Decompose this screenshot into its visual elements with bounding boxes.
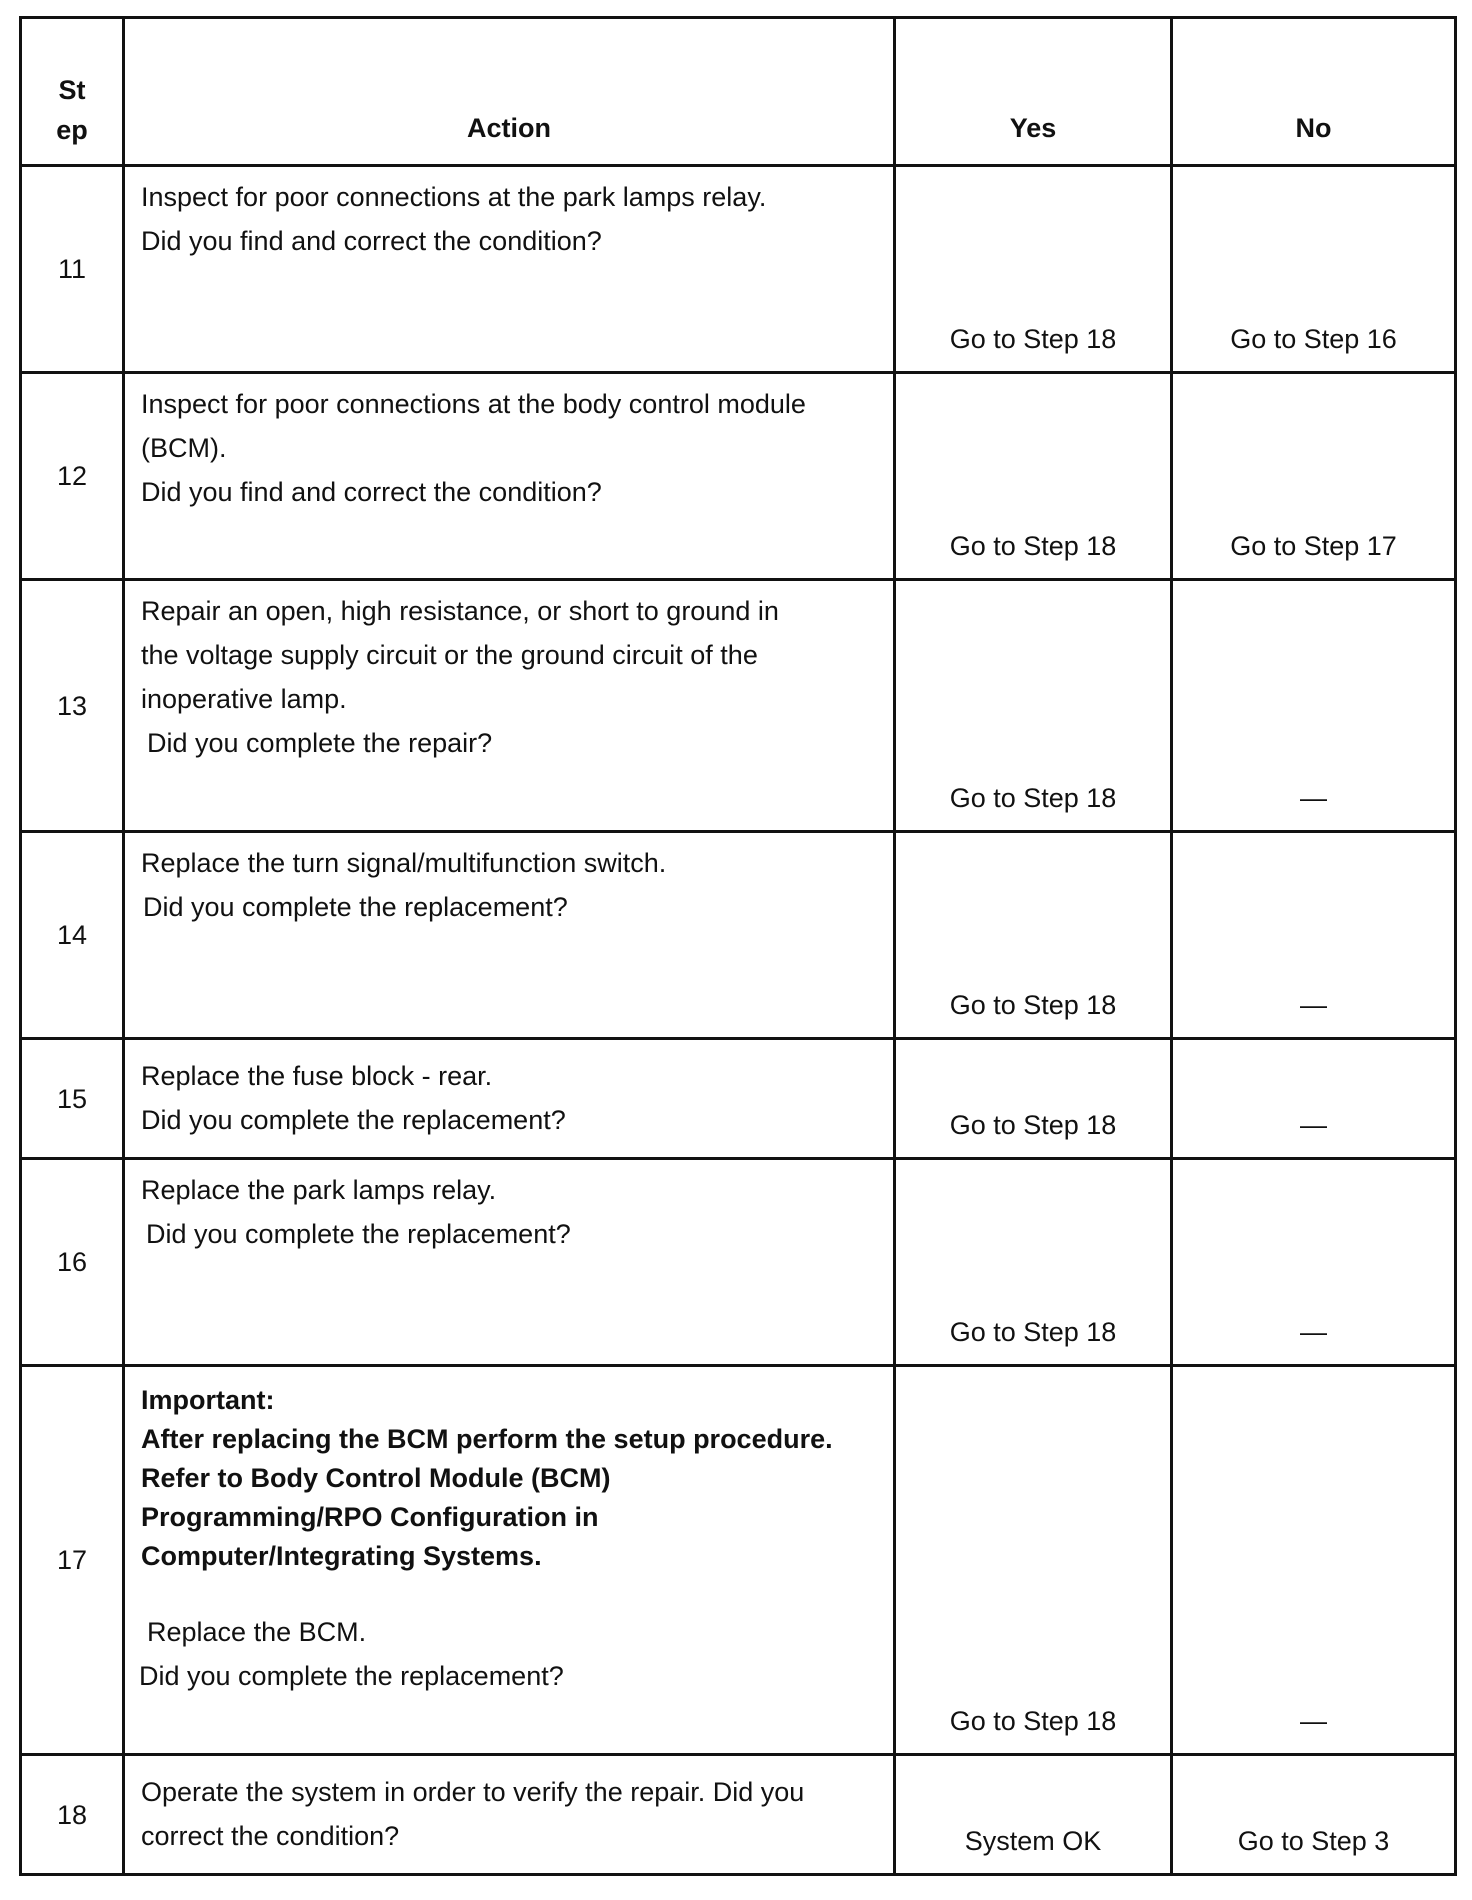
table-row: [21, 373, 1456, 580]
no-cell: Go to Step 16: [1172, 166, 1456, 373]
no-cell: —: [1172, 832, 1456, 1039]
important-note: [141, 1381, 881, 1576]
no-cell: Go to Step 3: [1172, 1755, 1456, 1875]
question-text: Did you complete the repair?: [147, 728, 493, 758]
important-text: Refer to Body Control Module (BCM): [141, 1463, 611, 1493]
header-step: [21, 18, 124, 166]
yes-cell: System OK: [895, 1755, 1172, 1875]
yes-cell: Go to Step 18: [895, 1039, 1172, 1159]
table-row: [21, 1039, 1456, 1159]
action-cell: [124, 1366, 895, 1755]
yes-cell: Go to Step 18: [895, 832, 1172, 1039]
action-text: (BCM).: [141, 433, 227, 463]
action-cell: [124, 166, 895, 373]
action-text: Replace the fuse block - rear.: [141, 1061, 493, 1091]
action-text: Replace the park lamps relay.: [141, 1175, 497, 1205]
step-number: 12: [21, 373, 124, 580]
action-cell: [124, 1755, 895, 1875]
action-text: Operate the system in order to verify the repair. Did you: [141, 1777, 805, 1807]
action-text: Replace the turn signal/multifunction switch.: [141, 848, 667, 878]
action-cell: [124, 373, 895, 580]
step-number: 11: [21, 166, 124, 373]
step-number: 13: [21, 580, 124, 832]
header-step-line2: ep: [56, 115, 88, 145]
question-text: Did you find and correct the condition?: [141, 226, 602, 256]
action-text: Replace the BCM.: [147, 1617, 367, 1647]
action-text: the voltage supply circuit or the ground circuit of the: [141, 640, 758, 670]
step-number: 17: [21, 1366, 124, 1755]
question-text: Did you complete the replacement?: [139, 1661, 564, 1691]
table-row: [21, 832, 1456, 1039]
action-text: correct the condition?: [141, 1821, 400, 1851]
important-text: Computer/Integrating Systems.: [141, 1541, 542, 1571]
action-cell: [124, 1159, 895, 1366]
table-row: [21, 1159, 1456, 1366]
no-cell: —: [1172, 580, 1456, 832]
yes-cell: Go to Step 18: [895, 1366, 1172, 1755]
no-cell: —: [1172, 1159, 1456, 1366]
step-number: 14: [21, 832, 124, 1039]
important-text: After replacing the BCM perform the setup procedure.: [141, 1424, 833, 1454]
action-text: Repair an open, high resistance, or short to ground in: [141, 596, 779, 626]
action-cell: [124, 1039, 895, 1159]
no-cell: —: [1172, 1366, 1456, 1755]
table-row: [21, 1366, 1456, 1755]
step-number: 16: [21, 1159, 124, 1366]
question-text: Did you complete the replacement?: [143, 892, 568, 922]
header-yes: Yes: [895, 18, 1172, 166]
yes-cell: Go to Step 18: [895, 166, 1172, 373]
table-row: [21, 166, 1456, 373]
question-text: Did you find and correct the condition?: [141, 477, 602, 507]
important-text: Programming/RPO Configuration in: [141, 1502, 599, 1532]
header-step-line1: St: [58, 75, 86, 105]
step-number: 18: [21, 1755, 124, 1875]
step-number: 15: [21, 1039, 124, 1159]
question-text: Did you complete the replacement?: [146, 1219, 571, 1249]
action-text: Inspect for poor connections at the park lamps relay.: [141, 182, 767, 212]
action-text: inoperative lamp.: [141, 684, 347, 714]
table-header-row: [21, 18, 1456, 166]
question-text: Did you complete the replacement?: [141, 1105, 566, 1135]
no-cell: Go to Step 17: [1172, 373, 1456, 580]
action-cell: [124, 580, 895, 832]
yes-cell: Go to Step 18: [895, 1159, 1172, 1366]
important-label: Important:: [141, 1385, 275, 1415]
header-no: No: [1172, 18, 1456, 166]
table-row: [21, 1755, 1456, 1875]
diagnostic-steps-table: [19, 16, 1457, 1876]
action-text: Inspect for poor connections at the body control module: [141, 389, 806, 419]
no-cell: —: [1172, 1039, 1456, 1159]
action-cell: [124, 832, 895, 1039]
header-action: Action: [124, 18, 895, 166]
table-row: [21, 580, 1456, 832]
yes-cell: Go to Step 18: [895, 373, 1172, 580]
yes-cell: Go to Step 18: [895, 580, 1172, 832]
